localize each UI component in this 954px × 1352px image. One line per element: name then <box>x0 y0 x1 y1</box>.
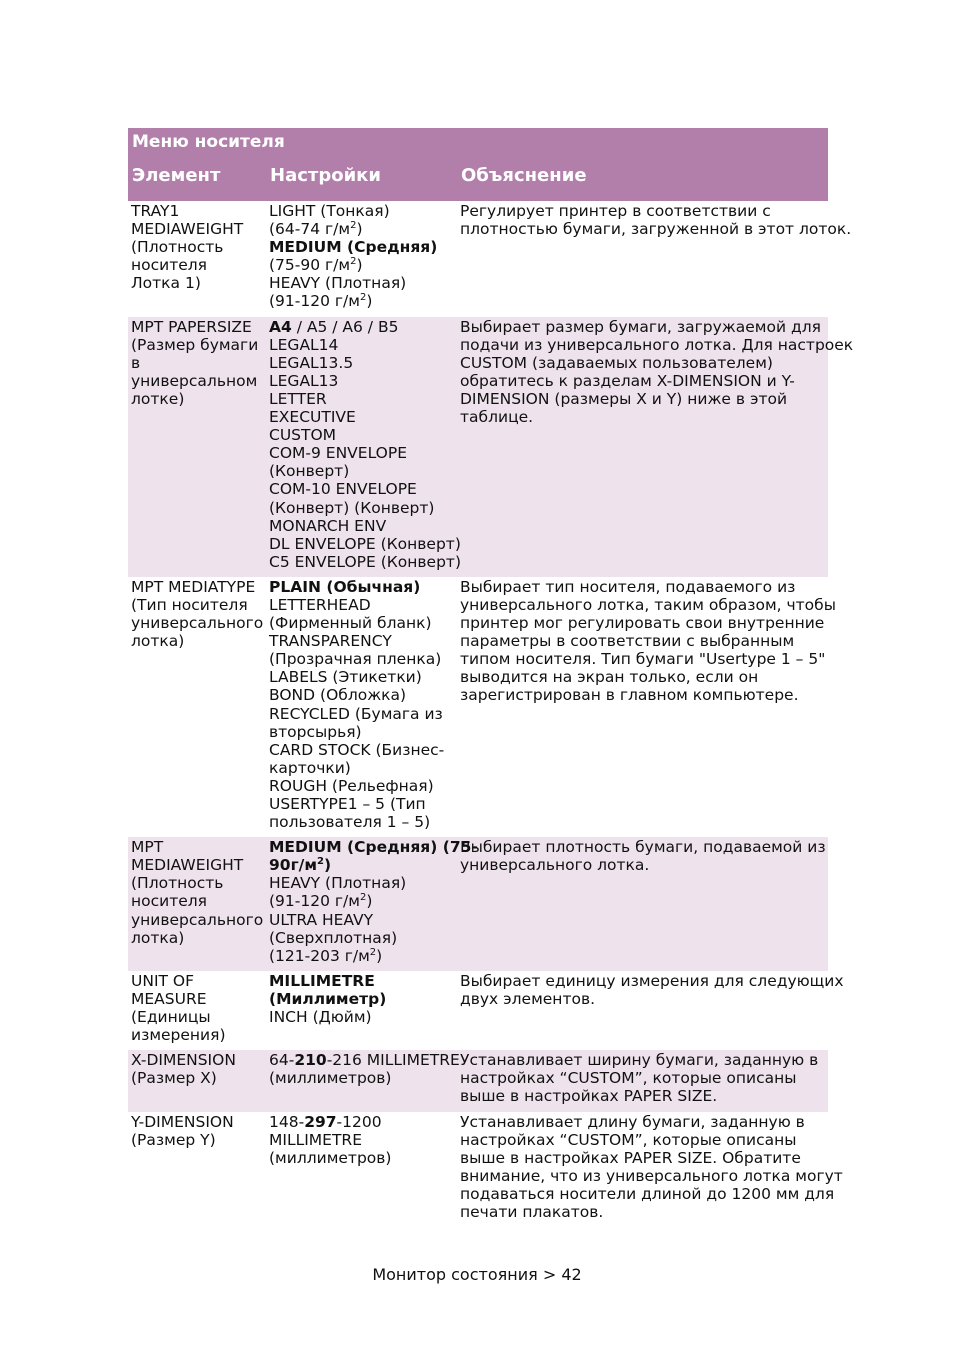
item-line: MPT PAPERSIZE <box>131 317 252 336</box>
settings-line <box>269 1069 457 1087</box>
settings-line <box>269 972 457 990</box>
item-cell <box>128 971 266 1050</box>
explanation-line: таблице. <box>460 408 534 427</box>
explanation-line: Устанавливает ширину бумаги, заданную в <box>460 1051 819 1070</box>
column-header-explanation: Объяснение <box>457 161 828 201</box>
settings-line <box>269 777 457 795</box>
settings-text: USERTYPE1 – 5 (Тип <box>269 795 426 813</box>
settings-text: 90г/м <box>269 856 317 875</box>
item-line: (Размер X) <box>131 1069 217 1088</box>
explanation-line: универсального лотка, таким образом, чтобы <box>460 595 836 614</box>
explanation-line: Регулирует принтер в соответствии с <box>460 202 771 220</box>
explanation-cell <box>457 577 836 837</box>
explanation-cell <box>457 1050 828 1111</box>
settings-line <box>269 408 457 426</box>
settings-line <box>269 499 457 517</box>
item-cell <box>128 1050 266 1111</box>
table-title-row <box>128 128 828 161</box>
settings-text: ) <box>356 256 363 275</box>
superscript: 2 <box>359 292 367 304</box>
item-line: универсальном <box>131 371 258 390</box>
settings-text: LETTER <box>269 389 327 408</box>
explanation-line: универсального лотка. <box>460 856 650 875</box>
settings-line <box>269 813 457 831</box>
column-header-item: Элемент <box>128 161 266 201</box>
settings-line <box>269 1131 457 1149</box>
explanation-cell <box>457 1112 843 1228</box>
item-cell <box>128 317 266 577</box>
item-line: Лотка 1) <box>131 274 201 293</box>
settings-line <box>269 1113 457 1131</box>
settings-line <box>269 741 457 759</box>
explanation-line: печати плакатов. <box>460 1202 604 1221</box>
settings-line <box>269 929 457 947</box>
settings-line <box>269 292 457 310</box>
settings-line <box>269 336 457 354</box>
settings-line <box>269 220 457 238</box>
explanation-line: плотностью бумаги, загруженной в этот лоток. <box>460 220 852 239</box>
settings-line <box>269 534 461 553</box>
settings-text: (Прозрачная пленка) <box>269 650 442 669</box>
settings-text: (91-120 г/м <box>269 892 360 911</box>
settings-text: MONARCH ENV <box>269 516 387 535</box>
settings-text: MILLIMETRE <box>269 971 375 990</box>
settings-text: LEGAL13.5 <box>269 353 354 372</box>
settings-text: C5 ENVELOPE (Конверт) <box>269 552 462 571</box>
settings-cell <box>266 971 457 1050</box>
settings-text: (Конверт) <box>269 462 350 481</box>
settings-line <box>269 1008 457 1026</box>
explanation-line: Выбирает единицу измерения для следующих <box>460 971 844 990</box>
settings-line <box>269 426 457 444</box>
settings-text: (Миллиметр) <box>269 989 387 1008</box>
settings-text: ) <box>366 292 373 311</box>
settings-text: (64-74 г/м <box>269 220 351 239</box>
settings-line <box>269 256 457 274</box>
settings-text: ULTRA HEAVY <box>269 910 374 929</box>
page-footer <box>0 1265 954 1284</box>
settings-text: ROUGH (Рельефная) <box>269 776 434 795</box>
settings-line <box>269 723 457 741</box>
settings-line <box>269 318 457 336</box>
table-row <box>128 577 828 837</box>
item-line: лотка) <box>131 632 185 651</box>
settings-text: LABELS (Этикетки) <box>269 668 422 687</box>
item-line: MPT MEDIATYPE <box>131 577 256 596</box>
settings-text: (Сверхплотная) <box>269 928 398 947</box>
item-line: (Размер бумаги <box>131 335 259 354</box>
settings-line <box>269 444 457 462</box>
superscript: 2 <box>350 219 357 231</box>
settings-text: INCH (Дюйм) <box>269 1008 372 1027</box>
settings-text: MILLIMETRE <box>269 1130 362 1149</box>
explanation-line: параметры в соответствии с выбранным <box>460 632 795 651</box>
settings-text: A4 <box>269 317 292 336</box>
settings-text: EXECUTIVE <box>269 408 356 427</box>
settings-text: 64- <box>269 1051 295 1070</box>
settings-text: HEAVY (Плотная) <box>269 874 407 893</box>
superscript: 2 <box>369 946 377 958</box>
explanation-cell <box>457 317 854 577</box>
settings-line <box>269 372 457 390</box>
settings-line <box>269 990 457 1008</box>
item-line: универсального <box>131 614 264 633</box>
item-cell <box>128 201 266 317</box>
item-line: MEDIAWEIGHT <box>131 220 244 239</box>
settings-line <box>269 632 457 650</box>
settings-line <box>269 552 462 571</box>
item-line: носителя <box>131 892 208 911</box>
settings-text: LEGAL13 <box>269 371 339 390</box>
settings-text: (Конверт) (Конверт) <box>269 498 435 517</box>
table-row <box>128 201 828 317</box>
settings-text: LIGHT (Тонкая) <box>269 202 390 220</box>
settings-text: пользователя 1 – 5) <box>269 813 431 832</box>
settings-text: HEAVY (Плотная) <box>269 274 407 293</box>
explanation-line: выше в настройках PAPER SIZE. <box>460 1087 718 1106</box>
explanation-cell <box>457 971 844 1050</box>
settings-text: MEDIUM (Средняя) (75- <box>269 838 478 857</box>
explanation-line: Выбирает тип носителя, подаваемого из <box>460 577 796 596</box>
settings-text: LEGAL14 <box>269 335 339 354</box>
settings-line <box>269 614 457 632</box>
item-line: MEASURE <box>131 989 207 1008</box>
settings-text: COM-10 ENVELOPE <box>269 480 417 499</box>
explanation-line: типом носителя. Тип бумаги "Usertype 1 – 5" <box>460 650 826 669</box>
settings-text: (91-120 г/м <box>269 292 360 311</box>
superscript: 2 <box>317 856 324 868</box>
item-line: MEDIAWEIGHT <box>131 856 244 875</box>
item-line: лотка) <box>131 928 185 947</box>
explanation-line: Выбирает плотность бумаги, подаваемой из <box>460 838 826 857</box>
settings-text: (миллиметров) <box>269 1148 392 1167</box>
settings-text: -216 MILLIMETRE <box>326 1051 460 1070</box>
explanation-line: настройках “CUSTOM”, которые описаны <box>460 1130 797 1149</box>
settings-text: ) <box>323 856 332 875</box>
settings-text: 210 <box>294 1051 327 1070</box>
table-row <box>128 837 828 971</box>
item-line: (Плотность <box>131 874 224 893</box>
explanation-line: обратитесь к разделам X-DIMENSION и Y- <box>460 371 795 390</box>
settings-text: CUSTOM <box>269 426 337 445</box>
settings-cell <box>266 1112 457 1228</box>
explanation-line: настройках “CUSTOM”, которые описаны <box>460 1069 797 1088</box>
item-line: UNIT OF <box>131 971 195 990</box>
settings-text: 148- <box>269 1112 305 1131</box>
settings-cell <box>266 317 462 577</box>
settings-cell <box>266 577 457 837</box>
table-title: Меню носителя <box>128 128 828 161</box>
settings-text: MEDIUM (Средняя) <box>269 238 438 257</box>
settings-text: TRANSPARENCY <box>269 632 392 651</box>
settings-line <box>269 596 457 614</box>
settings-text: ) <box>376 946 383 965</box>
explanation-line: выше в настройках PAPER SIZE. Обратите <box>460 1148 801 1167</box>
settings-line <box>269 650 457 668</box>
settings-text: PLAIN (Обычная) <box>269 577 421 596</box>
table-row <box>128 1050 828 1111</box>
item-line: (Единицы <box>131 1008 211 1027</box>
item-line: универсального <box>131 910 264 929</box>
explanation-line: подачи из универсального лотка. Для настроек <box>460 335 854 354</box>
footer-text: Монитор состояния > 42 <box>372 1265 582 1284</box>
explanation-line: внимание, что из универсального лотка могут <box>460 1166 843 1185</box>
explanation-line: зарегистрирован в главном компьютере. <box>460 686 799 705</box>
settings-line <box>269 795 457 813</box>
explanation-cell <box>457 837 828 971</box>
superscript: 2 <box>359 892 367 904</box>
table-row <box>128 317 828 577</box>
superscript: 2 <box>350 256 357 268</box>
settings-line <box>269 892 457 910</box>
settings-line <box>269 517 457 535</box>
item-line: X-DIMENSION <box>131 1051 236 1070</box>
settings-text: вторсырья) <box>269 722 362 741</box>
settings-text: BOND (Обложка) <box>269 686 407 705</box>
settings-cell <box>266 1050 460 1111</box>
settings-text: ) <box>356 220 363 239</box>
item-line: Y-DIMENSION <box>131 1112 234 1131</box>
explanation-line: DIMENSION (размеры X и Y) ниже в этой <box>460 389 788 408</box>
settings-line <box>269 1051 460 1070</box>
settings-line <box>269 838 478 857</box>
settings-line <box>269 578 457 596</box>
item-line: (Размер Y) <box>131 1130 216 1149</box>
settings-line <box>269 202 457 220</box>
settings-line <box>269 480 457 498</box>
settings-text: -1200 <box>336 1112 382 1131</box>
item-line: лотке) <box>131 389 185 408</box>
explanation-cell <box>457 201 852 317</box>
item-line: TRAY1 <box>131 202 180 220</box>
explanation-line: выводится на экран только, если он <box>460 668 759 687</box>
settings-cell <box>266 837 478 971</box>
settings-text: DL ENVELOPE (Конверт) <box>269 534 461 553</box>
item-line: носителя <box>131 256 208 275</box>
item-cell <box>128 837 266 971</box>
item-cell <box>128 1112 266 1228</box>
settings-line <box>269 947 457 965</box>
table-body <box>128 201 854 1227</box>
explanation-line: принтер мог регулировать свои внутренние <box>460 614 825 633</box>
item-line: измерения) <box>131 1026 226 1045</box>
settings-text: COM-9 ENVELOPE <box>269 444 407 463</box>
item-line: (Плотность <box>131 238 224 257</box>
column-header-settings: Настройки <box>266 161 457 201</box>
settings-line <box>269 274 457 292</box>
explanation-line: двух элементов. <box>460 989 596 1008</box>
settings-line <box>269 705 457 723</box>
settings-line <box>269 390 457 408</box>
settings-line <box>269 238 457 256</box>
table-header-row <box>128 161 828 201</box>
explanation-line: CUSTOM (задаваемых пользователем) <box>460 353 773 372</box>
item-cell <box>128 577 266 837</box>
settings-text: CARD STOCK (Бизнес- <box>269 740 445 759</box>
item-line: MPT <box>131 838 164 857</box>
settings-line <box>269 668 457 686</box>
settings-line <box>269 462 457 480</box>
media-menu-table <box>128 128 854 1227</box>
settings-text: / A5 / A6 / B5 <box>291 317 399 336</box>
settings-text: LETTERHEAD <box>269 595 371 614</box>
explanation-line: Выбирает размер бумаги, загружаемой для <box>460 317 821 336</box>
settings-line <box>269 354 457 372</box>
settings-line <box>269 686 457 704</box>
settings-line <box>269 911 457 929</box>
settings-line <box>269 759 457 777</box>
settings-text: (миллиметров) <box>269 1069 392 1088</box>
table-row <box>128 971 828 1050</box>
settings-cell <box>266 201 457 317</box>
settings-text: 297 <box>304 1112 337 1131</box>
explanation-line: подаваться носители длиной до 1200 мм для <box>460 1184 835 1203</box>
table-row <box>128 1112 828 1228</box>
settings-text: ) <box>366 892 373 911</box>
explanation-line: Устанавливает длину бумаги, заданную в <box>460 1112 805 1131</box>
settings-text: (121-203 г/м <box>269 946 370 965</box>
settings-text: (75-90 г/м <box>269 256 351 275</box>
item-line: (Тип носителя <box>131 595 248 614</box>
settings-text: (Фирменный бланк) <box>269 614 432 633</box>
settings-line <box>269 874 457 892</box>
settings-line <box>269 1149 457 1167</box>
settings-text: карточки) <box>269 758 351 777</box>
settings-text: RECYCLED (Бумага из <box>269 704 443 723</box>
settings-line <box>269 856 457 874</box>
item-line: в <box>131 353 141 372</box>
